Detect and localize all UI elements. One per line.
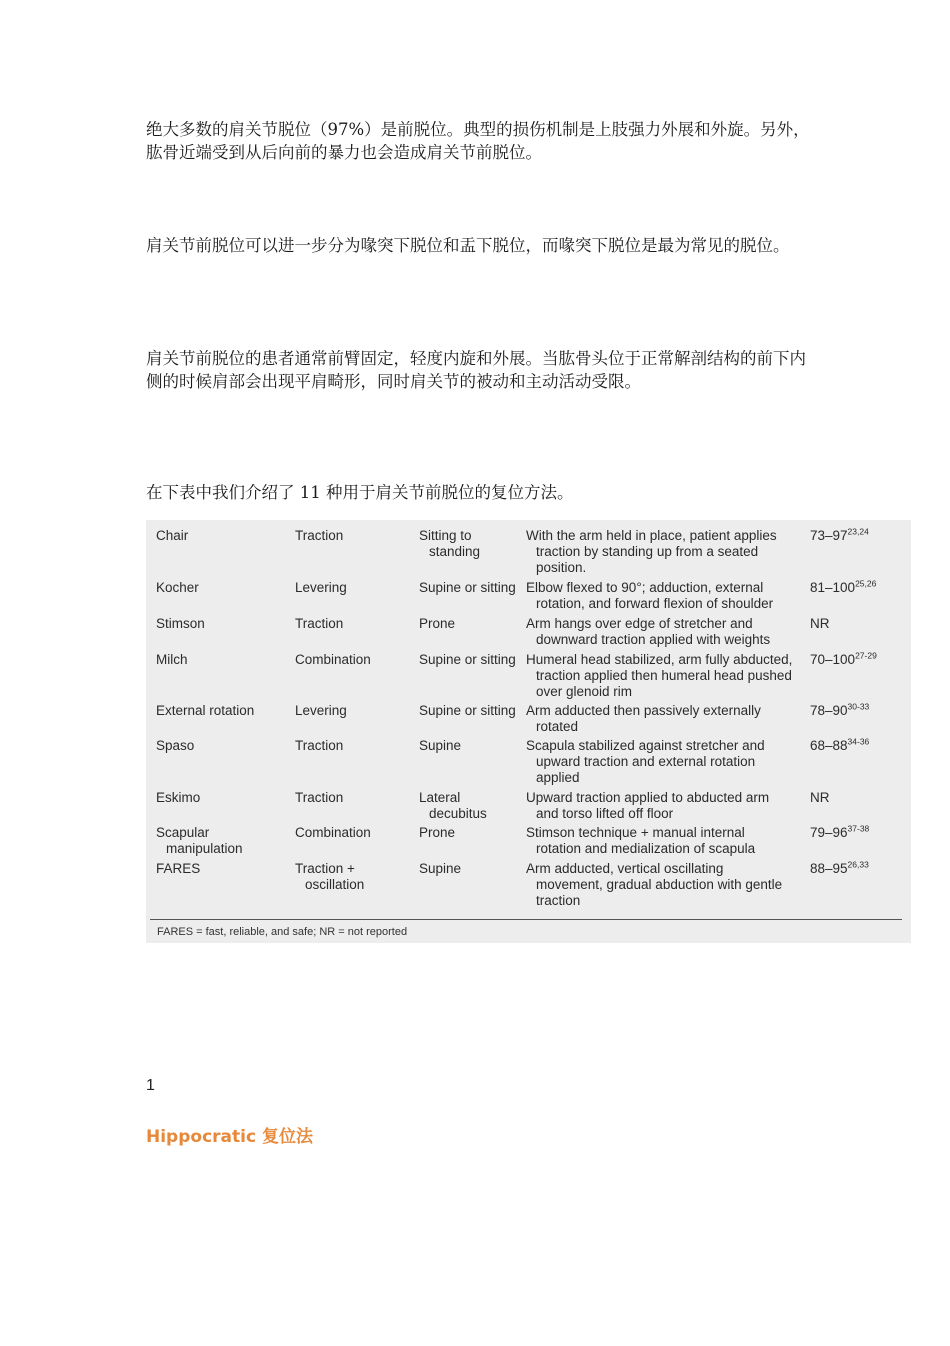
paragraph-2: 肩关节前脱位可以进一步分为喙突下脱位和盂下脱位，而喙突下脱位是最为常见的脱位。: [146, 236, 790, 255]
technique-cell: Milch: [156, 652, 188, 667]
success-rate-cell: 78–90$^{30-33}$: [810, 701, 870, 718]
position-cell: Sitting to standing: [419, 528, 481, 559]
description-cell: Stimson technique + manual internal rotation and medialization of scapula: [526, 825, 756, 856]
description-cell: Humeral head stabilized, arm fully abducted, traction applied then humeral head pushed over glenoid rim: [526, 652, 793, 699]
page-number: 1: [146, 1077, 155, 1094]
table-footnote: FARES = fast, reliable, and safe; NR = not reported: [157, 926, 408, 938]
type-cell: Levering: [295, 580, 347, 595]
section-heading: Hippocratic 复位法: [146, 1127, 313, 1147]
position-cell: Prone: [419, 616, 456, 631]
technique-cell: Chair: [156, 528, 189, 543]
paragraph-4: 在下表中我们介绍了 11 种用于肩关节前脱位的复位方法。: [146, 483, 574, 502]
paragraph-3: 肩关节前脱位的患者通常前臂固定，轻度内旋和外展。当肱骨头位于正常解剖结构的前下内侧的时候肩部会出现平肩畸形，同时肩关节的被动和主动活动受限。: [146, 349, 806, 391]
description-cell: Arm hangs over edge of stretcher and downward traction applied with weights: [526, 616, 771, 647]
description-cell: Elbow flexed to 90°; adduction, external rotation, and forward flexion of shoulder: [526, 580, 774, 611]
type-cell: Combination: [295, 825, 371, 840]
position-cell: Supine: [419, 861, 462, 876]
type-cell: Levering: [295, 703, 347, 718]
position-cell: Supine or sitting: [419, 652, 516, 667]
description-cell: Arm adducted, vertical oscillating movement, gradual abduction with gentle traction: [526, 861, 783, 908]
type-cell: Traction + oscillation: [295, 861, 365, 892]
success-rate-cell: 88–95$^{26,33}$: [810, 859, 869, 876]
success-rate-cell: 79–96$^{37-38}$: [810, 823, 870, 840]
success-rate-cell: NR: [810, 616, 830, 631]
success-rate-cell: NR: [810, 790, 830, 805]
table-bottom-rule: [150, 919, 902, 920]
position-cell: Lateral decubitus: [419, 790, 487, 821]
position-cell: Supine: [419, 738, 462, 753]
technique-cell: External rotation: [156, 703, 255, 718]
type-cell: Traction: [295, 528, 344, 543]
technique-cell: Scapular manipulation: [156, 825, 243, 856]
description-cell: Arm adducted then passively externally rotated: [526, 703, 761, 734]
technique-cell: Stimson: [156, 616, 205, 631]
success-rate-cell: 70–100$^{27-29}$: [810, 650, 877, 667]
description-cell: With the arm held in place, patient applies traction by standing up from a seated position.: [526, 528, 777, 575]
technique-cell: Spaso: [156, 738, 195, 753]
type-cell: Traction: [295, 738, 344, 753]
position-cell: Supine or sitting: [419, 580, 516, 595]
type-cell: Traction: [295, 790, 344, 805]
position-cell: Supine or sitting: [419, 703, 516, 718]
success-rate-cell: 81–100$^{25,26}$: [810, 578, 877, 595]
success-rate-cell: 68–88$^{34-36}$: [810, 736, 870, 753]
type-cell: Combination: [295, 652, 371, 667]
success-rate-cell: 73–97$^{23,24}$: [810, 526, 869, 543]
technique-cell: FARES: [156, 861, 201, 876]
description-cell: Upward traction applied to abducted arm and torso lifted off floor: [526, 790, 770, 821]
position-cell: Prone: [419, 825, 456, 840]
description-cell: Scapula stabilized against stretcher and upward traction and external rotation applied: [526, 738, 765, 785]
paragraph-1: 绝大多数的肩关节脱位（97%）是前脱位。典型的损伤机制是上肢强力外展和外旋。另外，肱骨近端受到从后向前的暴力也会造成肩关节前脱位。: [146, 120, 810, 162]
reduction-methods-table: [146, 520, 911, 943]
type-cell: Traction: [295, 616, 344, 631]
technique-cell: Kocher: [156, 580, 199, 595]
technique-cell: Eskimo: [156, 790, 201, 805]
